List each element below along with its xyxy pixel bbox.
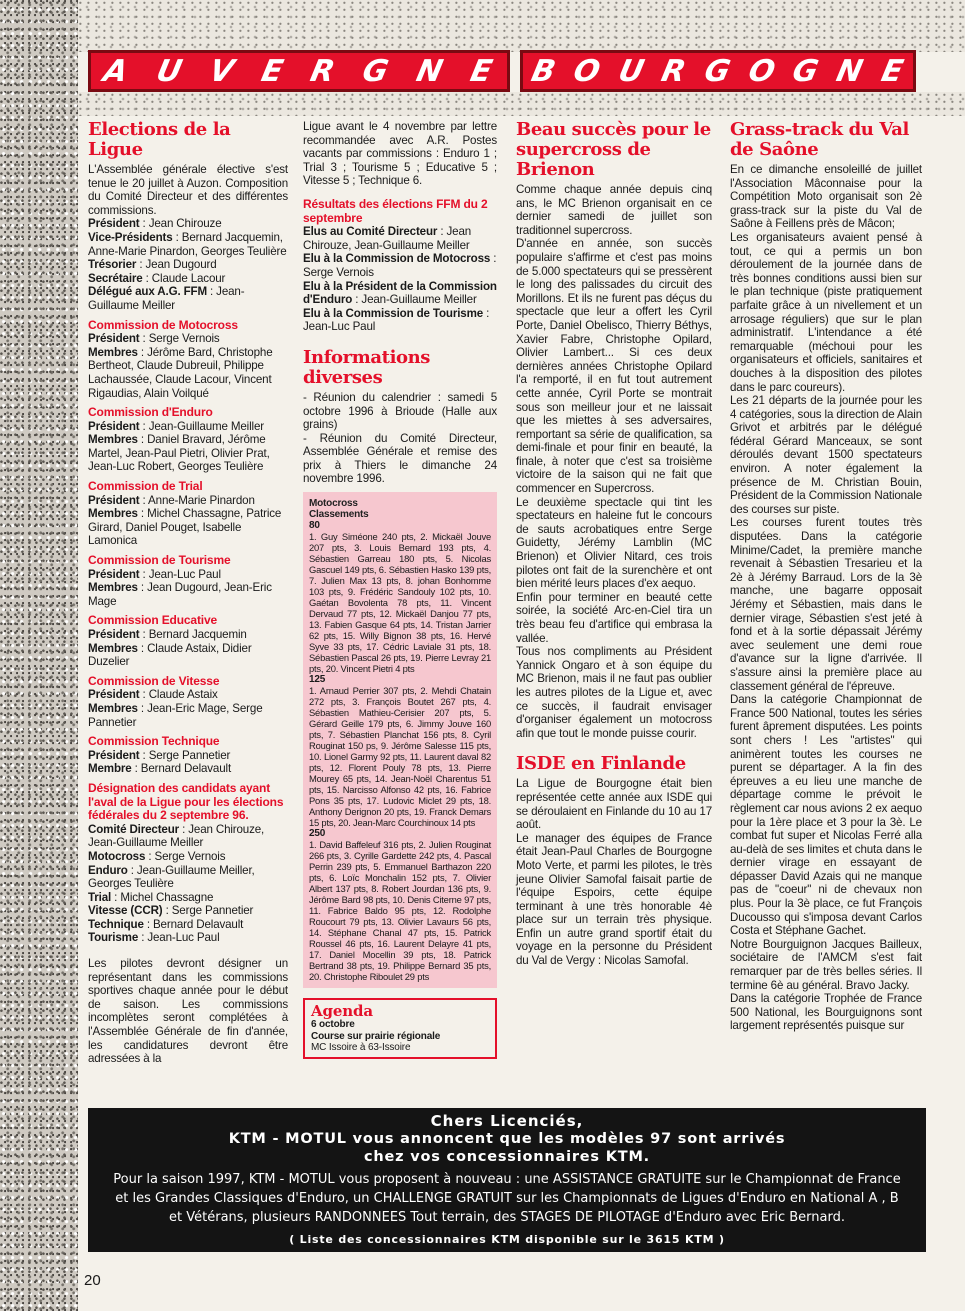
article-paragraph: Les 21 départs de la journée pour les 4 catégories, sous la direction de Alain Grivot et arbitrés par le délégué fédéral Gérard Manceaux, se sont déroulés devant 1500 spectateurs environ. A noter également la présence de M. Christian Bouin, Président de la Commission Nationale des courses sur piste. xyxy=(730,394,922,516)
commission-line: Membres : Daniel Bravard, Jérôme Martel, Jean-Paul Pietri, Olivier Prat, Jean-Luc Robert, Georges Teulière xyxy=(88,433,270,474)
supercross-body xyxy=(516,183,712,740)
standings-subtitle: Classements xyxy=(309,509,369,521)
result-line: Elu à la Président de la Commission d'Enduro : Jean-Guillaume Meiller xyxy=(303,279,497,307)
result-line: Elu à la Commission de Tourisme : Jean-Luc Paul xyxy=(303,306,490,334)
commission-line: Président : Jean-Luc Paul xyxy=(88,567,221,581)
ktm-body: Pour la saison 1997, KTM - MOTUL vous proposent à nouveau : une ASSISTANCE GRATUITE sur le Championnat de France et les Grandes Classiques d'Enduro, un CHALLENGE GRATUIT sur les Championnats de Ligues d'Enduro en National A , B et Vétérans, plusieurs RANDONNEES Tout terrain, des STAGES DE PILOTAGE d'Enduro avec Eric Bernard. xyxy=(113,1172,901,1225)
agenda-title: Agenda xyxy=(311,1002,373,1021)
column-supercross xyxy=(516,120,712,968)
article-paragraph: Les courses furent toutes très disputées. Dans la catégorie Minime/Cadet, la première manche revenait à Sébastien Tresarieu et la 2è à Jérémy Barraud. Lors de la 3è manche, une bagarre opposait Jérémy et Sébastien, mais dans le dernier virage, Sébastien s'est jeté à fond et à la sortie dépassait Jérémy avec seulement une demi roue d'avance sur la ligne d'arrivée. Il s'assure ainsi la première place au classement général de l'épreuve. xyxy=(730,516,922,693)
standings-250: 1. David Baffeleuf 316 pts, 2. Julien Rouginat 266 pts, 3. Cyrille Gardette 242 pts, 4. Pascal Perrin 239 pts, 5. Emmanuel Barthazon 220 pts, 6. Loïc Monchalin 152 pts, 7. Olivier Albert 137 pts, 8. Robert Jourdan 136 pts, 9. Jérôme Bard 98 pts, 10. Denis Citerne 97 pts, 11. Fabrice Baldo 95 pts, 12. Rodolphe Roucourt 79 pts, 13. Olivier Lavaurs 56 pts, 14. Stéphane Chanal 47 pts, 15. Patrick Roussel 46 pts, 16. Laurent Delayre 41 pts, 17. Daniel Mocellin 39 pts, 18. Patrick Bertrand 38 pts, 19. Philippe Bernard 35 pts, 20. Christophe Riboulet 29 pts xyxy=(309,839,491,983)
banner-letter: N xyxy=(413,53,448,89)
commission-line: Membres : Claude Astaix, Didier Duzelier xyxy=(88,641,252,669)
column-elections xyxy=(88,120,288,1066)
commission-line-key: Président xyxy=(88,493,140,507)
grasstrack-body xyxy=(730,163,922,1033)
board-line: Trésorier : Jean Dugourd xyxy=(88,258,217,272)
commission-line-key: Membres xyxy=(88,701,138,715)
commission-line: Président : Serge Vernois xyxy=(88,332,220,346)
heading-grasstrack: Grass-track du Val de Saône xyxy=(730,119,909,160)
banner-letter: R xyxy=(658,53,692,89)
banner-speckle-band xyxy=(78,92,965,116)
heading-supercross: Beau succès pour le supercross de Brienon xyxy=(516,119,711,180)
banner-letter: E xyxy=(258,53,289,89)
isde-body xyxy=(516,777,712,967)
commission-heading: Commission de Trial xyxy=(88,479,203,494)
designation-line-key: Comité Directeur xyxy=(88,822,180,836)
result-line-key: Elu à la Président de la Commission d'Enduro xyxy=(303,279,497,307)
designation-line-key: Trial xyxy=(88,890,112,904)
board-line-key: Délégué aux A.G. FFM xyxy=(88,285,207,299)
banner-letter: O xyxy=(570,53,606,89)
commission-line: Membres : Jean-Eric Mage, Serge Pannetier xyxy=(88,701,263,729)
intro-text: L'Assemblée générale élective s'est tenue le 20 juillet à Auzon. Composition du Comité Directeur et des différentes commissions. xyxy=(88,163,288,217)
banner-letter: G xyxy=(359,53,394,89)
banner-letter: N xyxy=(833,53,869,89)
closing-text: Les pilotes devront désigner un représentant dans les commissions sportives chaque année pour le début de saison. Les commissions incomplètes seront complétées à l'Assemblée Générale de fin d'année, les candidatures devront être adressées à la xyxy=(88,957,288,1066)
heading-elections: Elections de la Ligue xyxy=(88,119,231,160)
banner-letter: U xyxy=(152,53,187,89)
commission-line: Membres : Michel Chassagne, Patrice Girard, Daniel Pouget, Isabelle Lamonica xyxy=(88,507,282,548)
commission-line-key: Président xyxy=(88,567,140,581)
designation-line-key: Vitesse (CCR) xyxy=(88,904,163,918)
designation-line: Vitesse (CCR) : Serge Pannetier xyxy=(88,904,254,918)
board-line-key: Trésorier xyxy=(88,258,137,272)
commission-line-key: Membres xyxy=(88,581,138,595)
commission-heading: Commission de Tourisme xyxy=(88,553,231,568)
article-paragraph: Comme chaque année depuis cinq ans, le MC Brienon organisait en ce dernier samedi de juillet son traditionnel supercross. xyxy=(516,183,712,237)
commission-heading: Commission de Motocross xyxy=(88,317,238,332)
commission-line: Membres : Jérôme Bard, Christophe Bertheot, Claude Dubreuil, Philippe Lachaussée, Claude Lacour, Vincent Rigaudias, Alain Voilqué xyxy=(88,345,273,400)
continued-text: Ligue avant le 4 novembre par lettre recommandée avec A.R. Postes vacants par commissions : Enduro 1 ; Trial 3 ; Tourisme 5 ; Educative 5 ; Vitesse 5 ; Technique 6. xyxy=(303,120,497,188)
designation-line-key: Technique xyxy=(88,917,144,931)
banner-letter: G xyxy=(700,53,736,89)
info-meeting: - Réunion du Comité Directeur, Assemblée Générale et remise des prix à Thiers le dimanche 24 novembre 1996. xyxy=(303,431,497,486)
heading-informations: Informations diverses xyxy=(303,346,431,388)
standings-80: 1. Guy Siméone 240 pts, 2. Mickaël Jouve 207 pts, 3. Louis Bernard 193 pts, 4. Sébastien Garreau 180 pts, 5. Nicolas Gascuel 149 pts, 6. Sébastien Hasko 139 pts, 7. Julien Max 13 pts, 8. johan Bonhomme 103 pts, 9. Frédéric Sandouly 102 pts, 10. Gaétan Bovolenta 78 pts, 11. Vincent Dervaud 77 pts, 12. Mickaël Danjou 77 pts, 13. Fabien Gasque 64 pts, 14. Tristan Jarrier 62 pts, 15. Willy Bignon 38 pts, 16. Hervé Syve 33 pts, 17. Cédric Laviale 31 pts, 18. Sébastien Pascal 26 pts, 19. Pierre Levray 21 pts, 20. Vincent Pietri 4 pts xyxy=(309,531,491,675)
commission-line-key: Président xyxy=(88,748,140,762)
result-line: Elus au Comité Directeur : Jean Chirouze, Jean-Guillaume Meiller xyxy=(303,225,472,252)
commission-line-key: Membres xyxy=(88,641,138,655)
ktm-greeting: Chers Licenciés, xyxy=(430,1112,584,1130)
result-line-key: Elu à la Commission de Motocross xyxy=(303,252,491,266)
article-paragraph: Tous nos compliments au Président Yannick Ongaro et à son équipe du MC Brienon, mais il ne faut pas oublier les autres pilotes de la Ligue et, avec ce succès, il faudrait envisager d'organiser également un motocross afin que tout le monde puisse courir. xyxy=(516,645,712,740)
designation-line-key: Enduro xyxy=(88,863,128,877)
ktm-footer: ( Liste des concessionnaires KTM disponible sur le 3615 KTM ) xyxy=(289,1233,725,1246)
banner-auvergne xyxy=(88,50,510,92)
category-80: 80 xyxy=(309,520,320,532)
commission-heading: Commission de Vitesse xyxy=(88,673,220,688)
left-speckle-border xyxy=(0,0,78,1311)
commission-heading: Commission Educative xyxy=(88,613,218,628)
result-line: Elu à la Commission de Motocross : Serge Vernois xyxy=(303,252,497,279)
designation-line-key: Motocross xyxy=(88,849,146,863)
commission-heading: Commission d'Enduro xyxy=(88,405,213,420)
article-paragraph: Dans la catégorie Trophée de France 500 National, les Bourguignons sont largement représentés puisque sur xyxy=(730,992,922,1033)
board-line: Délégué aux A.G. FFM : Jean-Guillaume Meiller xyxy=(88,285,245,312)
commission-line: Président : Serge Pannetier xyxy=(88,748,231,762)
designation-line: Tourisme : Jean-Luc Paul xyxy=(88,931,220,945)
commissions-list xyxy=(88,319,288,776)
agenda-place: MC Issoire à 63-Issoire xyxy=(311,1042,411,1054)
banner-letter: E xyxy=(878,53,908,89)
article-paragraph: Le manager des équipes de France était Jean-Paul Charles de Bourgogne Moto Verte, et parmi les pilotes, le très jeune Olivier Samofal faisait partie de l'équipe Espoirs, cette équipe terminant à une très honorable 4è place sur un terrain très physique. Enfin un autre grand sportif était du voyage en la personne du Président du Val de Vergy : Nicolas Samofal. xyxy=(516,831,712,968)
result-line-key: Elus au Comité Directeur xyxy=(303,225,438,239)
results-heading: Résultats des élections FFM du 2 septembre xyxy=(303,196,488,225)
commission-line-key: Président xyxy=(88,688,140,702)
commission-line: Président : Anne-Marie Pinardon xyxy=(88,493,255,507)
article-paragraph: Notre Bourguignon Jacques Bailleux, sociétaire de l'AMCM s'est fait remarquer par de très belles séries. Il termine 6è au général. Bravo Jacky. xyxy=(730,937,922,992)
designation-line: Technique : Bernard Delavault xyxy=(88,917,244,931)
banner-letter: A xyxy=(100,53,134,89)
column-grasstrack xyxy=(730,120,922,1033)
commission-line-key: Président xyxy=(88,628,140,641)
designation-line: Trial : Michel Chassagne xyxy=(88,890,214,904)
banner-letter: G xyxy=(789,53,824,89)
board-list xyxy=(88,217,288,312)
standings-125: 1. Arnaud Perrier 307 pts, 2. Mehdi Chatain 272 pts, 3. François Boutet 267 pts, 4. Sébastien Mathieu-Cerisier 207 pts, 5. Gérard Geille 179 pts, 6. Jimmy Jouve 160 pts, 7. Sébastien Planchat 156 pts, 8. Cyril Rouginat 150 ps, 9. Jérôme Salesse 115 pts, 10. Lionel Garmy 92 pts, 11. Laurent daval 82 pts, 12. Florent Pouly 78 pts, 13. Pierre Mourey 65 pts, 14. Jean-Noël Charentus 51 pts, 15. Narcisso Alfonso 42 pts, 16. Fabrice Pons 35 pts, 17. Ludovic Miclet 29 pts, 18. Anthony Derignon 20 pts, 19. Franck Demars 15 pts, 20. Jean-Marc Courchinoux 14 pts xyxy=(309,685,491,829)
article-paragraph: Les organisateurs avaient pensé à tout, ce qui a permis un bon déroulement de la journée dans de très bonnes conditions aussi bien sur le plan technique (piste pratiquement parfaite grâce à un nivellement et un arrosage réguliers) que sur le plan administratif. L'intendance a été remarquable (méchoui pour les organisateurs et officiels, sanitaires et douches à la disposition des pilotes dans le parc coureurs). xyxy=(730,230,922,394)
commission-line: Membres : Jean Dugourd, Jean-Eric Mage xyxy=(88,581,272,608)
board-line: Président : Jean Chirouze xyxy=(88,217,222,231)
banner-letter: O xyxy=(744,53,780,89)
commission-line-key: Membres xyxy=(88,433,138,447)
standings-title: Motocross xyxy=(309,498,358,510)
motocross-standings-box xyxy=(303,492,497,988)
designation-line: Comité Directeur : Jean Chirouze, Jean-Guillaume Meiller xyxy=(88,822,265,850)
commission-line-key: Président xyxy=(88,419,140,433)
category-250: 250 xyxy=(309,828,326,840)
banner-letter: V xyxy=(206,53,239,89)
ktm-advert xyxy=(88,1108,926,1252)
commission-line: Président : Jean-Guillaume Meiller xyxy=(88,419,264,433)
commission-line-key: Président xyxy=(88,332,140,346)
info-calendar: - Réunion du calendrier : samedi 5 octobre 1996 à Brioude (Halle aux grains) xyxy=(303,390,497,432)
designation-line: Enduro : Jean-Guillaume Meiller, Georges Teulière xyxy=(88,863,255,891)
commission-line-key: Membre xyxy=(88,762,132,776)
article-paragraph: En ce dimanche ensoleillé de juillet l'Association Mâconnaise pour la Compétition Moto organisait son 2è grass-track sur la piste du Val de Saône à Feillens près de Mâcon; xyxy=(730,163,922,231)
board-line: Secrétaire : Claude Lacour xyxy=(88,271,226,285)
banner-letter: U xyxy=(614,53,649,89)
article-paragraph: Enfin pour terminer en beauté cette soirée, la société Arc-en-Ciel tira un très beau feu d'artifice qui embrasa la vallée. xyxy=(516,590,712,645)
commission-line: Membre : Bernard Delavault xyxy=(88,762,232,776)
column-info xyxy=(303,120,497,1059)
designation-list xyxy=(88,823,288,945)
results-list xyxy=(303,225,497,334)
category-125: 125 xyxy=(309,674,326,686)
banner-letter: E xyxy=(467,53,498,89)
banner-bourgogne xyxy=(520,50,916,92)
ktm-dealers: chez vos concessionnaires KTM. xyxy=(364,1149,650,1165)
article-paragraph: Le deuxième spectacle qui tint les spectateurs en haleine fut le concours de sauts acrobatiques entre Serge Guidetty, Jérémy Lamblin (MC Brienon) et Olivier Nitard, ces trois pilotes ont fait de la surenchère et ont bien mérité leurs places d'ex aequo. xyxy=(516,495,712,591)
commission-line-key: Membres xyxy=(88,507,138,521)
banner-letter: B xyxy=(527,53,561,89)
board-line-key: Vice-Présidents xyxy=(88,230,173,244)
board-line-key: Secrétaire xyxy=(88,271,143,285)
result-line-key: Elu à la Commission de Tourisme xyxy=(303,306,484,320)
article-paragraph: Dans la catégorie Championnat de France 500 National, toutes les séries furent âprement disputées. Les points sont chers ! Les "artistes" qui animèrent toutes les courses ne purent se départager. A la fin des épreuves a eu lieu une manche de départage comme le prévoit le règlement car nous avions 2 ex aequo pour la 1ère place et 3 pour la 3è. Le combat fut super et Nicolas Ferré alla au-delà de ses limites et chuta dans le dernier virage en essayant de dépasser David Azais qui ne manque pas de "coeur" ni de chevaux non plus. Pour la 3è place, ce fut François Ducousso qui s'imposa devant Carlos Costa et Stéphane Gachet. xyxy=(730,693,922,938)
page-number: 20 xyxy=(84,1272,101,1289)
article-paragraph: D'année en année, son succès populaire s'affirme et c'est pas moins de 5.000 spectateurs qui se pressèrent le long des palissades du circuit des Morillons. Et ils ne furent pas déçus du spectacle que leur a offert les Cyril Porte, Daniel Obelisco, Thierry Béthys, Xavier Fabre, Christophe Opilard, Olivier Lambert... Si ces deux dernières années Christophe Opilard l'a remporté, il en fut tout autrement cette année, Cyril Porte se montrait sous son meilleur jour et ne laissait que les miettes à ses adversaires, remportant sa série de qualification, sa demi-finale et pour finir en beauté, la finale, à noter que c'est sa troisième victoire de la saison qui ne fait que commencer en Supercross. xyxy=(516,237,712,496)
board-line: Vice-Présidents : Bernard Jacquemin, Anne-Marie Pinardon, Georges Teulière xyxy=(88,230,287,258)
board-line-key: Président xyxy=(88,217,140,231)
commission-line: Président : Bernard Jacquemin xyxy=(88,628,247,641)
top-speckle-border xyxy=(78,0,965,52)
article-paragraph: La Ligue de Bourgogne était bien représentée cette année aux ISDE qui se déroulaient en Finlande du 10 au 17 août. xyxy=(516,777,712,832)
heading-isde: ISDE en Finlande xyxy=(516,753,686,775)
designation-line: Motocross : Serge Vernois xyxy=(88,849,226,863)
banner-letter: R xyxy=(307,53,341,89)
designation-line-key: Tourisme xyxy=(88,931,139,945)
commission-line: Président : Claude Astaix xyxy=(88,688,218,702)
commission-heading: Commission Technique xyxy=(88,734,220,749)
designation-heading: Désignation des candidats ayant l'aval de la Ligue pour les élections fédérales du 2 septembre 96. xyxy=(88,780,284,823)
agenda-event: Course sur prairie régionale xyxy=(311,1030,441,1042)
commission-line-key: Membres xyxy=(88,345,138,359)
agenda-box xyxy=(303,998,497,1059)
ktm-announce: KTM - MOTUL vous annoncent que les modèles 97 sont arrivés xyxy=(228,1131,786,1147)
agenda-date: 6 octobre xyxy=(311,1019,355,1031)
